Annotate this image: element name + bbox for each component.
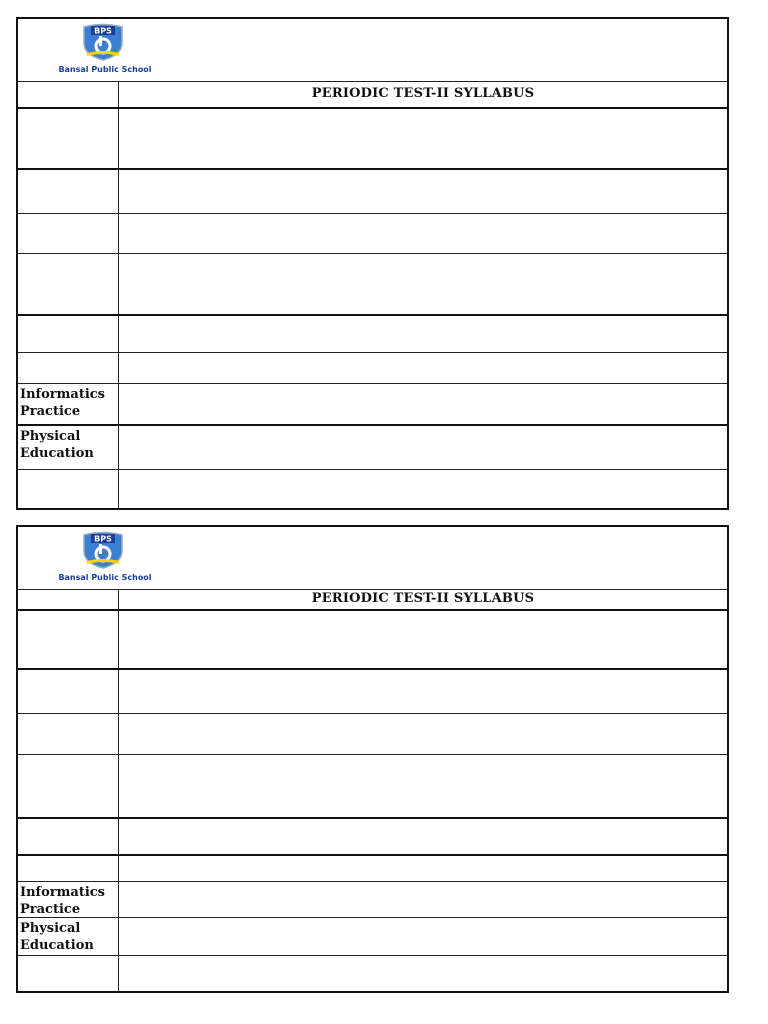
subject-row	[18, 668, 727, 713]
syllabus-cell	[119, 170, 727, 213]
subject-label	[18, 670, 119, 713]
title-row	[18, 589, 727, 609]
subject-label	[18, 254, 119, 314]
syllabus-cell	[119, 819, 727, 854]
syllabus-cell	[119, 214, 727, 253]
subject-label	[18, 714, 119, 754]
subject-label	[18, 611, 119, 668]
syllabus-cell	[119, 882, 727, 917]
school-crest-icon	[81, 531, 125, 569]
subject-row	[18, 754, 727, 817]
syllabus-cell	[119, 670, 727, 713]
subject-label	[18, 214, 119, 253]
syllabus-cell	[119, 918, 727, 955]
subject-row	[18, 469, 727, 508]
subject-label	[18, 956, 119, 991]
title-row	[18, 81, 727, 107]
school-logo	[55, 23, 155, 79]
subject-row	[18, 352, 727, 383]
subject-row	[18, 854, 727, 881]
syllabus-cell	[119, 353, 727, 383]
subject-row-physical-education	[18, 917, 727, 955]
syllabus-cell	[119, 316, 727, 352]
title-row-label-cell	[18, 590, 119, 609]
title-row-label-cell	[18, 82, 119, 107]
syllabus-cell	[119, 755, 727, 817]
school-name: Bansal Public School	[58, 65, 152, 74]
school-crest-icon	[81, 23, 125, 61]
school-name: Bansal Public School	[58, 573, 152, 582]
subject-row	[18, 107, 727, 168]
syllabus-cell	[119, 470, 727, 508]
syllabus-cell	[119, 856, 727, 881]
subject-label	[18, 819, 119, 854]
subject-row-informatics	[18, 383, 727, 424]
crest-abbr: BPS	[94, 534, 112, 544]
subject-label	[18, 109, 119, 168]
syllabus-cell	[119, 384, 727, 424]
syllabus-cell	[119, 611, 727, 668]
syllabus-cell	[119, 254, 727, 314]
subject-label-physical-education: Physical Education	[18, 426, 119, 469]
subject-label	[18, 470, 119, 508]
subject-label	[18, 170, 119, 213]
subject-row	[18, 817, 727, 854]
syllabus-cell	[119, 109, 727, 168]
syllabus-title: PERIODIC TEST-II SYLLABUS	[311, 591, 535, 606]
subject-label-physical-education: Physical Education	[18, 918, 119, 955]
subject-label	[18, 856, 119, 881]
school-logo	[55, 531, 155, 587]
syllabus-title: PERIODIC TEST-II SYLLABUS	[311, 86, 535, 101]
syllabus-sheet-2	[16, 525, 729, 993]
subject-row-physical-education	[18, 424, 727, 469]
subject-row-informatics	[18, 881, 727, 917]
subject-label	[18, 755, 119, 817]
subject-label-informatics-practice: Informatics Practice	[18, 384, 119, 424]
subject-row	[18, 609, 727, 668]
subject-label	[18, 353, 119, 383]
syllabus-sheet-1	[16, 17, 729, 510]
syllabus-cell	[119, 426, 727, 469]
subject-label	[18, 316, 119, 352]
subject-label-informatics-practice: Informatics Practice	[18, 882, 119, 917]
subject-row	[18, 314, 727, 352]
subject-row	[18, 955, 727, 991]
subject-row	[18, 253, 727, 314]
syllabus-cell	[119, 714, 727, 754]
crest-abbr: BPS	[94, 26, 112, 36]
subject-row	[18, 168, 727, 213]
subject-row	[18, 713, 727, 754]
syllabus-cell	[119, 956, 727, 991]
subject-row	[18, 213, 727, 253]
